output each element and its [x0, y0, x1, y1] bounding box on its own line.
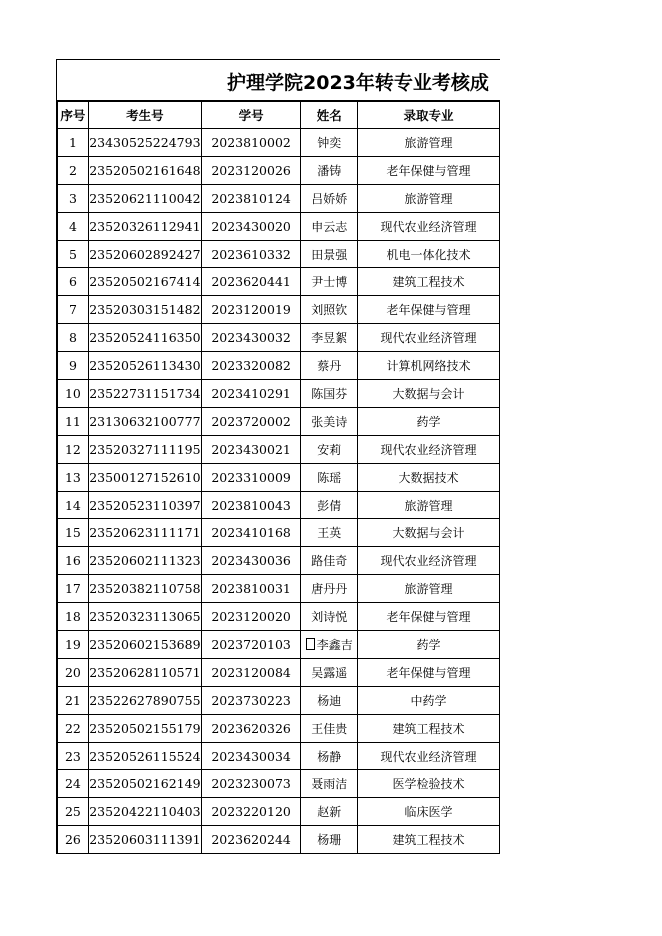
cell-major: 现代农业经济管理: [358, 742, 500, 770]
cell-exam-number: 23520602153689: [88, 631, 201, 659]
cell-exam-number: 23522731151734: [88, 380, 201, 408]
cell-index: 7: [58, 296, 89, 324]
table-row: [58, 435, 500, 463]
cell-name: 蔡丹: [301, 352, 358, 380]
cell-student-id: 2023430021: [201, 435, 301, 463]
cell-exam-number: 23520623111171: [88, 519, 201, 547]
cell-index: 20: [58, 658, 89, 686]
cell-name: 申云志: [301, 212, 358, 240]
cell-index: 2: [58, 156, 89, 184]
cell-name: 彭倩: [301, 491, 358, 519]
cell-exam-number: 23520382110758: [88, 575, 201, 603]
cell-exam-number: 23520303151482: [88, 296, 201, 324]
cell-major: 现代农业经济管理: [358, 435, 500, 463]
cell-exam-number: 23520526113430: [88, 352, 201, 380]
cell-student-id: 2023120019: [201, 296, 301, 324]
table-row: [58, 826, 500, 854]
cell-major: 计算机网络技术: [358, 352, 500, 380]
table-row: [58, 658, 500, 686]
cell-major: 旅游管理: [358, 129, 500, 157]
spreadsheet-area: [56, 59, 500, 854]
cell-student-id: 2023730223: [201, 686, 301, 714]
cell-student-id: 2023620244: [201, 826, 301, 854]
cell-student-id: 2023410168: [201, 519, 301, 547]
cell-student-id: 2023430032: [201, 324, 301, 352]
cell-index: 14: [58, 491, 89, 519]
table-row: [58, 603, 500, 631]
cell-major: 现代农业经济管理: [358, 212, 500, 240]
cell-name: 吕娇娇: [301, 184, 358, 212]
cell-student-id: 2023430034: [201, 742, 301, 770]
table-row: [58, 324, 500, 352]
cell-index: 5: [58, 240, 89, 268]
cell-major: 医学检验技术: [358, 770, 500, 798]
cell-index: 23: [58, 742, 89, 770]
table-row: [58, 686, 500, 714]
cell-major: 机电一体化技术: [358, 240, 500, 268]
cell-student-id: 2023810043: [201, 491, 301, 519]
table-row: [58, 380, 500, 408]
cell-major: 旅游管理: [358, 575, 500, 603]
cell-name: 潘铸: [301, 156, 358, 184]
cell-index: 15: [58, 519, 89, 547]
cell-index: 12: [58, 435, 89, 463]
cell-name: 钟奕: [301, 129, 358, 157]
cell-exam-number: 23520602111323: [88, 547, 201, 575]
cell-name: 杨珊: [301, 826, 358, 854]
cell-exam-number: 23520526115524: [88, 742, 201, 770]
results-table: [57, 101, 500, 854]
header-index: 序号: [58, 102, 89, 129]
cell-student-id: 2023230073: [201, 770, 301, 798]
table-row: [58, 184, 500, 212]
cell-major: 大数据与会计: [358, 519, 500, 547]
header-major: 录取专业: [358, 102, 500, 129]
cell-exam-number: 23520502162149: [88, 770, 201, 798]
cell-major: 药学: [358, 407, 500, 435]
cell-major: 老年保健与管理: [358, 603, 500, 631]
table-row: [58, 352, 500, 380]
cell-major: 药学: [358, 631, 500, 659]
cell-exam-number: 23520323113065: [88, 603, 201, 631]
cell-student-id: 2023620441: [201, 268, 301, 296]
cell-name: 张美诗: [301, 407, 358, 435]
cell-student-id: 2023610332: [201, 240, 301, 268]
checkbox-glyph: [306, 638, 315, 650]
cell-name: 王佳贵: [301, 714, 358, 742]
table-row: [58, 463, 500, 491]
title-row: [57, 60, 500, 101]
cell-exam-number: 23520621110042: [88, 184, 201, 212]
cell-student-id: 2023810031: [201, 575, 301, 603]
cell-student-id: 2023720002: [201, 407, 301, 435]
cell-index: 22: [58, 714, 89, 742]
cell-student-id: 2023220120: [201, 798, 301, 826]
cell-name: 赵新: [301, 798, 358, 826]
cell-index: 1: [58, 129, 89, 157]
cell-name: 刘照钦: [301, 296, 358, 324]
cell-student-id: 2023410291: [201, 380, 301, 408]
cell-major: 大数据技术: [358, 463, 500, 491]
cell-index: 10: [58, 380, 89, 408]
cell-student-id: 2023620326: [201, 714, 301, 742]
cell-major: 大数据与会计: [358, 380, 500, 408]
cell-index: 25: [58, 798, 89, 826]
cell-index: 13: [58, 463, 89, 491]
cell-exam-number: 23520326112941: [88, 212, 201, 240]
cell-exam-number: 23522627890755: [88, 686, 201, 714]
header-exam-number: 考生号: [88, 102, 201, 129]
table-row: [58, 519, 500, 547]
cell-student-id: 2023120026: [201, 156, 301, 184]
cell-major: 建筑工程技术: [358, 714, 500, 742]
cell-name: [301, 631, 358, 659]
cell-index: 11: [58, 407, 89, 435]
cell-exam-number: 23520502161648: [88, 156, 201, 184]
cell-index: 6: [58, 268, 89, 296]
cell-major: 老年保健与管理: [358, 156, 500, 184]
cell-name: 安莉: [301, 435, 358, 463]
cell-index: 8: [58, 324, 89, 352]
cell-student-id: 2023430036: [201, 547, 301, 575]
cell-student-id: 2023320082: [201, 352, 301, 380]
table-row: [58, 407, 500, 435]
cell-student-id: 2023810002: [201, 129, 301, 157]
cell-major: 现代农业经济管理: [358, 547, 500, 575]
cell-exam-number: 23520524116350: [88, 324, 201, 352]
header-student-id: 学号: [201, 102, 301, 129]
cell-exam-number: 23520327111195: [88, 435, 201, 463]
cell-name: 聂雨洁: [301, 770, 358, 798]
cell-name: 李昱絮: [301, 324, 358, 352]
table-row: [58, 798, 500, 826]
table-row: [58, 575, 500, 603]
table-row: [58, 742, 500, 770]
table-row: [58, 491, 500, 519]
table-row: [58, 129, 500, 157]
cell-exam-number: 23520603111391: [88, 826, 201, 854]
cell-major: 中药学: [358, 686, 500, 714]
cell-major: 建筑工程技术: [358, 826, 500, 854]
cell-name: 尹士博: [301, 268, 358, 296]
cell-name: 路佳奇: [301, 547, 358, 575]
cell-name-text: 李鑫吉: [316, 637, 353, 652]
cell-name: 田景强: [301, 240, 358, 268]
table-row: [58, 296, 500, 324]
cell-major: 旅游管理: [358, 491, 500, 519]
page-title: 护理学院2023年转专业考核成: [227, 72, 489, 94]
cell-name: 刘诗悦: [301, 603, 358, 631]
cell-name: 吴露遥: [301, 658, 358, 686]
cell-student-id: 2023810124: [201, 184, 301, 212]
cell-exam-number: 23520628110571: [88, 658, 201, 686]
cell-index: 3: [58, 184, 89, 212]
table-row: [58, 631, 500, 659]
cell-major: 临床医学: [358, 798, 500, 826]
table-row: [58, 714, 500, 742]
table-row: [58, 268, 500, 296]
cell-index: 26: [58, 826, 89, 854]
cell-exam-number: 23430525224793: [88, 129, 201, 157]
cell-exam-number: 23520523110397: [88, 491, 201, 519]
cell-major: 旅游管理: [358, 184, 500, 212]
cell-index: 4: [58, 212, 89, 240]
cell-exam-number: 23520502155179: [88, 714, 201, 742]
table-row: [58, 212, 500, 240]
table-row: [58, 770, 500, 798]
header-name: 姓名: [301, 102, 358, 129]
cell-student-id: 2023120020: [201, 603, 301, 631]
cell-index: 19: [58, 631, 89, 659]
cell-student-id: 2023720103: [201, 631, 301, 659]
cell-major: 老年保健与管理: [358, 296, 500, 324]
cell-exam-number: 23500127152610: [88, 463, 201, 491]
cell-exam-number: 23130632100777: [88, 407, 201, 435]
cell-student-id: 2023120084: [201, 658, 301, 686]
cell-index: 17: [58, 575, 89, 603]
cell-index: 21: [58, 686, 89, 714]
cell-student-id: 2023310009: [201, 463, 301, 491]
header-row: [58, 102, 500, 129]
cell-student-id: 2023430020: [201, 212, 301, 240]
table-row: [58, 156, 500, 184]
cell-index: 18: [58, 603, 89, 631]
cell-name: 王英: [301, 519, 358, 547]
cell-exam-number: 23520422110403: [88, 798, 201, 826]
cell-name: 杨静: [301, 742, 358, 770]
cell-major: 现代农业经济管理: [358, 324, 500, 352]
cell-exam-number: 23520602892427: [88, 240, 201, 268]
cell-index: 16: [58, 547, 89, 575]
cell-name: 陈国芬: [301, 380, 358, 408]
cell-name: 陈瑶: [301, 463, 358, 491]
cell-name: 唐丹丹: [301, 575, 358, 603]
table-row: [58, 240, 500, 268]
cell-exam-number: 23520502167414: [88, 268, 201, 296]
cell-name: 杨迪: [301, 686, 358, 714]
table-row: [58, 547, 500, 575]
cell-major: 建筑工程技术: [358, 268, 500, 296]
cell-major: 老年保健与管理: [358, 658, 500, 686]
cell-index: 9: [58, 352, 89, 380]
cell-index: 24: [58, 770, 89, 798]
